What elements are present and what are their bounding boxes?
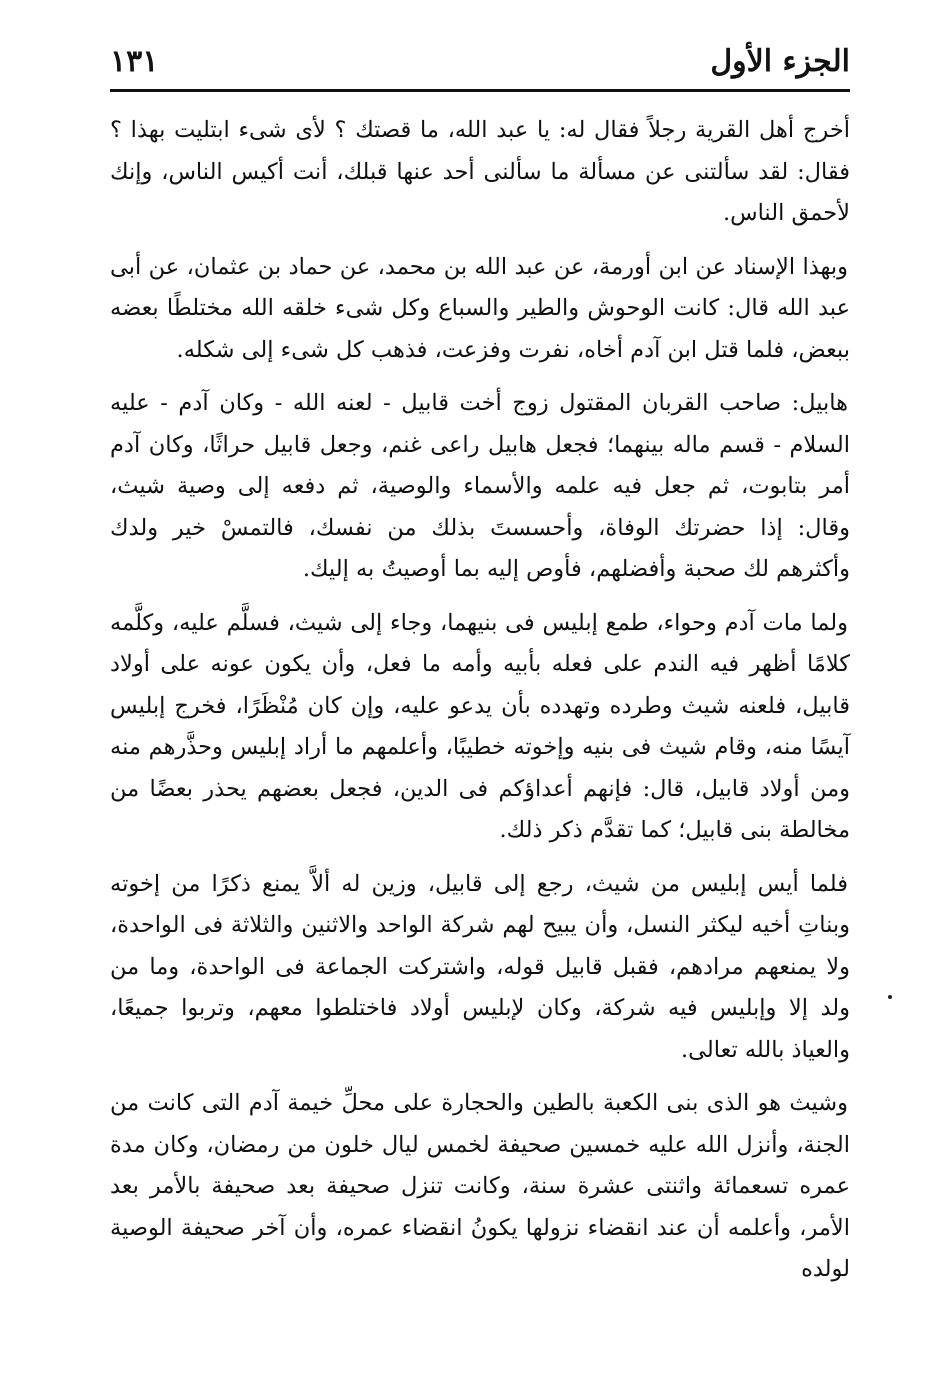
page-body — [110, 110, 850, 1303]
paragraph: وبهذا الإسناد عن ابن أورمة، عن عبد الله بن محمد، عن حماد بن عثمان، عن أبى عبد الله قال: كانت الوحوش والطير والسباع وكل شىء خلقه الله مختلطًا بعضه ببعض، فلما قتل ابن آدم أخاه، نفرت وفزعت، فذهب كل شىء إلى شكله. — [110, 253, 850, 363]
paragraph: هابيل: صاحب القربان المقتول زوج أخت قابيل - لعنه الله - وكان آدم - عليه السلام - قسم ماله بينهما؛ فجعل هابيل راعى غنم، وجعل قابيل حراثًا، وكان آدم أمر بتابوت، ثم جعل فيه علمه والأسماء والوصية، ثم دفعه إلى وصية شيث، وقال: إذا حضرتك الوفاة، وأحسستَ بذلك من نفسك، فالتمسْ خير ولدك وأكثرهم لك صحبة وأفضلهم، فأوص إليه بما أوصيتُ به إليك. — [110, 390, 850, 582]
paragraph: وشيث هو الذى بنى الكعبة بالطين والحجارة على محلِّ خيمة آدم التى كانت من الجنة، وأنزل الله عليه خمسين صحيفة لخمس ليال خلون من رمضان، وكان مدة عمره تسعمائة واثنتى عشرة سنة، وكانت تنزل صحيفة بعد صحيفة بالأمر بعد الأمر، وأعلمه أن عند انقضاء نزولها يكونُ انقضاء عمره، وأن آخر صحيفة الوصية لولده — [110, 1090, 850, 1282]
paragraph: ولما مات آدم وحواء، طمع إبليس فى بنيهما، وجاء إلى شيث، فسلَّم عليه، وكلَّمه كلامًا أظهر فيه الندم على فعله بأبيه وأمه ما فعل، وأن يكون عونه على أولاد قابيل، فلعنه شيث وطرده وتهدده بأن يدعو عليه، وإن كان مُنْظَرًا، فخرج إبليس آيسًا منه، وقام شيث فى بنيه وإخوته خطيبًا، وأعلمهم ما أراد إبليس وحذَّرهم منه ومن أولاد قابيل، قال: فإنهم أعداؤكم فى الدين، فجعل بعضهم يحذر بعضًا من مخالطة بنى قابيل؛ كما تقدَّم ذكر ذلك. — [110, 609, 850, 843]
paragraph: أخرج أهل القرية رجلاً فقال له: يا عبد الله، ما قصتك ؟ لأى شىء ابتليت بهذا ؟ فقال: لقد سألتنى عن مسألة ما سألنى أحد عنها قبلك، أنت أكيس الناس، وإنك لأحمق الناس. — [110, 117, 850, 226]
header-title: الجزء الأول — [710, 44, 850, 79]
page-number: ١٣١ — [110, 44, 159, 79]
paragraph: فلما أيس إبليس من شيث، رجع إلى قابيل، وزين له ألاَّ يمنع ذكرًا من إخوته وبناتِ أخيه ليكثر النسل، وأن يبيح لهم شركة الواحد والاثنين والثلاثة فى الواحدة، ولا يمنعهم مرادهم، فقبل قابيل قوله، واشتركت الجماعة فى الواحدة، وما من ولد إلا وإبليس فيه شركة، وكان لإبليس أولاد فاختلطوا معهم، وتربوا جميعًا، والعياذ بالله تعالى. — [110, 870, 850, 1063]
scan-speck — [888, 995, 892, 999]
running-header — [110, 40, 850, 92]
